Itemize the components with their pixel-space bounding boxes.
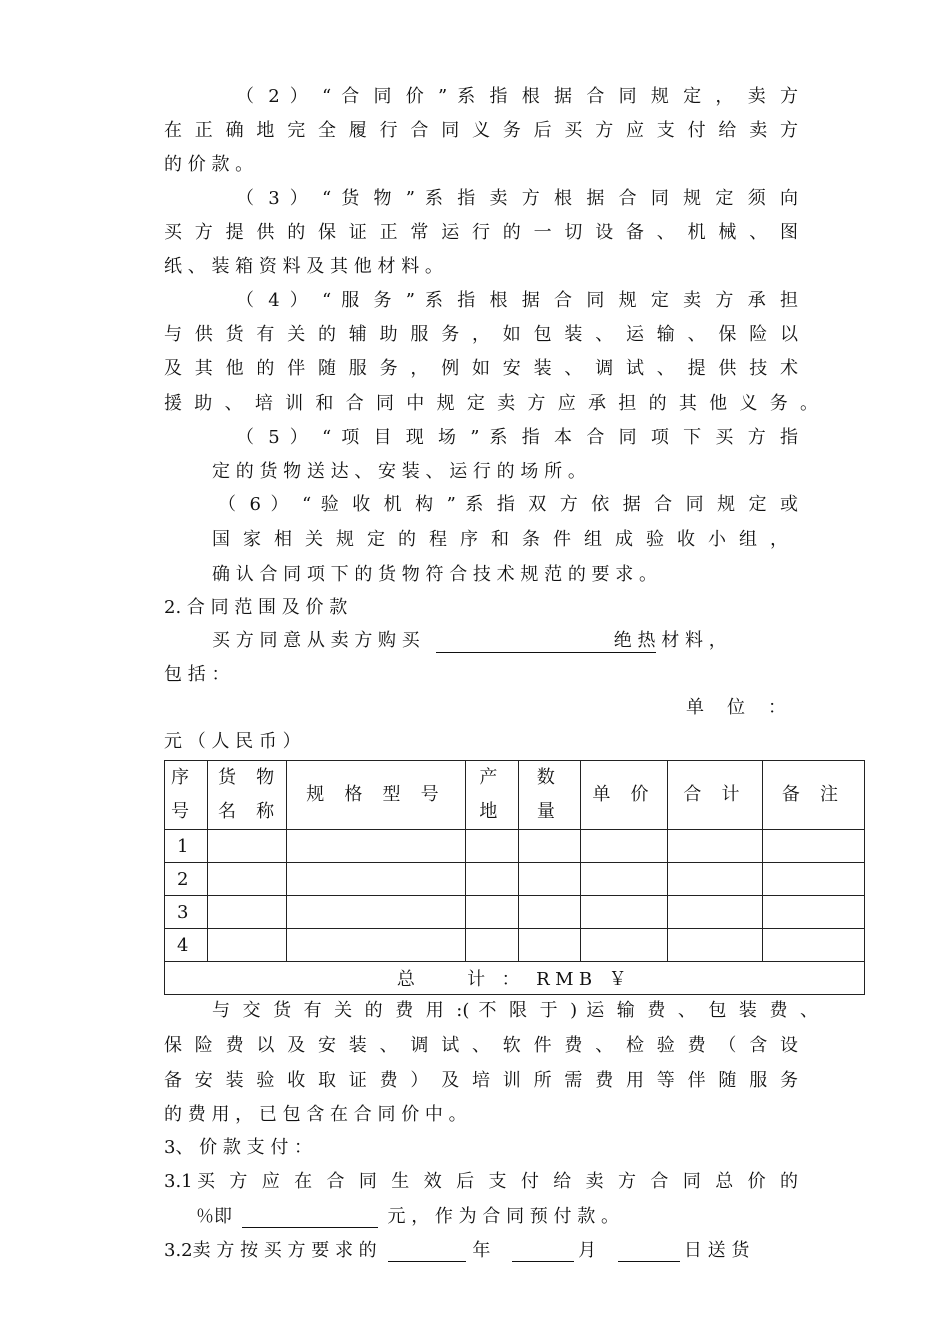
def-6-line-2: 国 家 相 关 规 定 的 程 序 和 条 件 组 成 验 收 小 组 ， bbox=[212, 529, 788, 550]
purchase-item: 绝 热 bbox=[613, 630, 656, 651]
cell-note[interactable] bbox=[763, 863, 865, 896]
day-label: 日 送 货 bbox=[683, 1240, 750, 1261]
fees-line-1: 与 交 货 有 关 的 费 用 :( 不 限 于 ) 运 输 费 、 包 装 费 、 bbox=[212, 1000, 818, 1021]
cell-quantity[interactable] bbox=[519, 830, 581, 863]
row-number: 4 bbox=[165, 929, 208, 962]
row-number: 1 bbox=[165, 830, 208, 863]
cell-unit-price[interactable] bbox=[581, 896, 668, 929]
cell-unit-price[interactable] bbox=[581, 830, 668, 863]
header-sum: 合 计 bbox=[668, 761, 763, 830]
advance-amount-field[interactable] bbox=[242, 1207, 378, 1228]
cell-origin[interactable] bbox=[466, 896, 519, 929]
section-3-heading: 3、 价 款 支 付 ： bbox=[164, 1137, 313, 1158]
fees-line-3: 备 安 装 验 收 取 证 费 ） 及 培 训 所 需 费 用 等 伴 随 服 务 bbox=[164, 1070, 798, 1091]
payment-3-1-line-2 bbox=[196, 1206, 619, 1228]
cell-spec[interactable] bbox=[287, 896, 466, 929]
header-note: 备 注 bbox=[763, 761, 865, 830]
cell-quantity[interactable] bbox=[519, 896, 581, 929]
header-seq: 序 号 bbox=[165, 761, 208, 830]
header-goods-name: 货 物 名 称 bbox=[208, 761, 287, 830]
delivery-prefix: 3.2卖 方 按 买 方 要 求 的 bbox=[164, 1240, 377, 1261]
year-label: 年 bbox=[472, 1240, 491, 1261]
def-3-line-1: （ 3 ） “ 货 物 ” 系 指 卖 方 根 据 合 同 规 定 须 向 bbox=[236, 188, 798, 209]
cell-goods-name[interactable] bbox=[208, 830, 287, 863]
header-spec: 规 格 型 号 bbox=[287, 761, 466, 830]
fees-line-2: 保 险 费 以 及 安 装 、 调 试 、 软 件 费 、 检 验 费 （ 含 设 bbox=[164, 1035, 798, 1056]
cell-origin[interactable] bbox=[466, 863, 519, 896]
cell-note[interactable] bbox=[763, 830, 865, 863]
table-header-row bbox=[165, 761, 865, 830]
table-row bbox=[165, 929, 865, 962]
cell-origin[interactable] bbox=[466, 830, 519, 863]
def-5-line-1: （ 5 ） “ 项 目 现 场 ” 系 指 本 合 同 项 下 买 方 指 bbox=[236, 427, 798, 448]
cell-unit-price[interactable] bbox=[581, 929, 668, 962]
cell-sum[interactable] bbox=[668, 863, 763, 896]
table-total-row bbox=[165, 962, 865, 995]
purchase-line bbox=[212, 630, 727, 653]
cell-quantity[interactable] bbox=[519, 929, 581, 962]
unit-value: 元 （ 人 民 币 ） bbox=[164, 731, 301, 752]
day-field[interactable] bbox=[618, 1241, 680, 1262]
def-4-line-2: 与 供 货 有 关 的 辅 助 服 务 ， 如 包 装 、 运 输 、 保 险 以 bbox=[164, 324, 798, 345]
purchase-item-field[interactable] bbox=[436, 630, 656, 653]
cell-goods-name[interactable] bbox=[208, 896, 287, 929]
def-6-line-1: （ 6 ） “ 验 收 机 构 ” 系 指 双 方 依 据 合 同 规 定 或 bbox=[218, 494, 798, 515]
def-2-line-2: 在 正 确 地 完 全 履 行 合 同 义 务 后 买 方 应 支 付 给 卖 方 bbox=[164, 120, 798, 141]
fees-line-4: 的 费 用 ， 已 包 含 在 合 同 价 中 。 bbox=[164, 1104, 467, 1125]
def-2-line-1: （ 2 ） “ 合 同 价 ” 系 指 根 据 合 同 规 定 ， 卖 方 bbox=[236, 86, 798, 107]
month-label: 月 bbox=[578, 1240, 597, 1261]
purchase-suffix: 材 料 ， bbox=[661, 630, 727, 651]
row-number: 3 bbox=[165, 896, 208, 929]
total-cell: 总 计 ： RMB ￥ bbox=[165, 962, 865, 995]
unit-label: 单 位 ： bbox=[686, 697, 786, 718]
row-number: 2 bbox=[165, 863, 208, 896]
year-field[interactable] bbox=[388, 1241, 466, 1262]
def-6-line-3: 确 认 合 同 项 下 的 货 物 符 合 技 术 规 范 的 要 求 。 bbox=[212, 564, 657, 585]
section-2-heading: 2. 合 同 范 围 及 价 款 bbox=[164, 597, 348, 618]
cell-goods-name[interactable] bbox=[208, 863, 287, 896]
cell-note[interactable] bbox=[763, 929, 865, 962]
payment-3-1-line-1: 3.1买 方 应 在 合 同 生 效 后 支 付 给 卖 方 合 同 总 价 的 bbox=[164, 1171, 798, 1192]
goods-table bbox=[164, 760, 865, 995]
table-row bbox=[165, 830, 865, 863]
cell-spec[interactable] bbox=[287, 830, 466, 863]
cell-goods-name[interactable] bbox=[208, 929, 287, 962]
cell-note[interactable] bbox=[763, 896, 865, 929]
include-label: 包 括 ： bbox=[164, 664, 230, 685]
cell-spec[interactable] bbox=[287, 929, 466, 962]
cell-sum[interactable] bbox=[668, 896, 763, 929]
cell-unit-price[interactable] bbox=[581, 863, 668, 896]
month-field[interactable] bbox=[512, 1241, 574, 1262]
def-3-line-3: 纸 、 装 箱 资 料 及 其 他 材 料 。 bbox=[164, 256, 443, 277]
def-4-line-1: （ 4 ） “ 服 务 ” 系 指 根 据 合 同 规 定 卖 方 承 担 bbox=[236, 290, 798, 311]
def-5-line-2: 定 的 货 物 送 达 、 安 装 、 运 行 的 场 所 。 bbox=[212, 461, 586, 482]
def-3-line-2: 买 方 提 供 的 保 证 正 常 运 行 的 一 切 设 备 、 机 械 、 图 bbox=[164, 222, 798, 243]
table-row bbox=[165, 863, 865, 896]
cell-spec[interactable] bbox=[287, 863, 466, 896]
percent-label: ％即 bbox=[196, 1206, 232, 1227]
def-4-line-3: 及 其 他 的 伴 随 服 务 ， 例 如 安 装 、 调 试 、 提 供 技 术 bbox=[164, 358, 798, 379]
header-origin: 产 地 bbox=[466, 761, 519, 830]
header-unit-price: 单 价 bbox=[581, 761, 668, 830]
cell-sum[interactable] bbox=[668, 830, 763, 863]
header-quantity: 数 量 bbox=[519, 761, 581, 830]
def-2-line-3: 的 价 款 。 bbox=[164, 154, 254, 175]
table-row bbox=[165, 896, 865, 929]
purchase-prefix: 买 方 同 意 从 卖 方 购 买 bbox=[212, 630, 420, 651]
cell-quantity[interactable] bbox=[519, 863, 581, 896]
advance-payment-text: 元 ， 作 为 合 同 预 付 款 。 bbox=[387, 1206, 619, 1227]
payment-3-2-line bbox=[164, 1240, 749, 1262]
cell-origin[interactable] bbox=[466, 929, 519, 962]
cell-sum[interactable] bbox=[668, 929, 763, 962]
def-4-line-4: 援 助 、 培 训 和 合 同 中 规 定 卖 方 应 承 担 的 其 他 义 务 。 bbox=[164, 393, 818, 414]
